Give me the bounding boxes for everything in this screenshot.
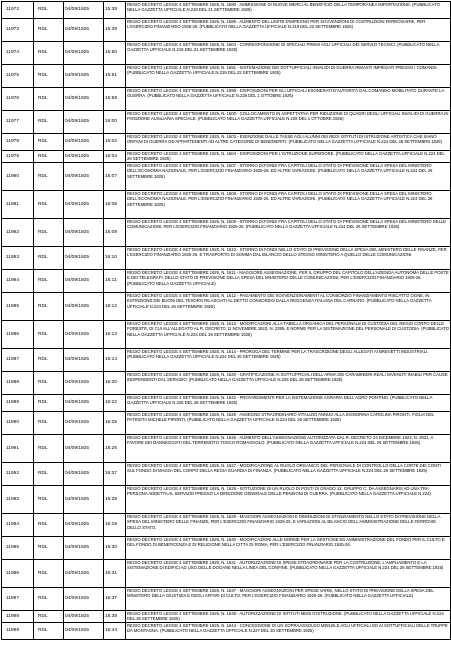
record-time: 16:27 — [104, 463, 126, 486]
record-type: RDL — [34, 134, 64, 151]
record-time: 16:00 — [104, 111, 126, 134]
record-time: 16:28 — [104, 486, 126, 514]
record-number: 11981 — [2, 191, 34, 219]
record-time: 15:38 — [104, 2, 126, 19]
record-type: RDL — [34, 588, 64, 611]
record-time: 16:13 — [104, 321, 126, 349]
record-number: 11974 — [2, 42, 34, 65]
record-number: 11976 — [2, 88, 34, 111]
record-time: 16:22 — [104, 395, 126, 412]
record-description: REGIO DECRETO LEGGE 4 SETTEMBRE 1925, N. 1611 - MAGGIORE ASSEGNAZIONE, PER IL GRUPPO DEL CAPITOLO DELL'AZIENDA AUTONOMA DELLE POSTE E DEI TELEGRAFI, DELLO STATO DI PREVISIONE DELLA SPESA DEL MINISTERO DELLE COMUNICAZIONI, PER L'ESERCIZIO FINANZIARIO 1925-26. (PUBBLICATO NELLA GAZZETTA UFFICIALE) — [126, 270, 451, 293]
record-date: 04/09/1925 — [64, 514, 104, 537]
record-time: 16:26 — [104, 435, 126, 463]
record-type: RDL — [34, 486, 64, 514]
table-row — [2, 395, 451, 412]
record-type: RDL — [34, 88, 64, 111]
table-row — [2, 111, 451, 134]
record-number: 11987 — [2, 349, 34, 372]
record-number: 11980 — [2, 163, 34, 191]
record-type: RDL — [34, 537, 64, 560]
record-description: REGIO DECRETO LEGGE 4 SETTEMBRE 1925, N. 1604 - DISPOSIZIONI PER L'ISTRUZIONE SUPERIORE. (PUBBLICATO NELLA GAZZETTA UFFICIALE N.224 DEL 26 SETTEMBRE 1925) — [126, 151, 451, 163]
record-number: 11986 — [2, 321, 34, 349]
table-row — [2, 486, 451, 514]
record-time: 16:08 — [104, 191, 126, 219]
record-description: REGIO DECRETO LEGGE 4 SETTEMBRE 1925, N. 1644 - CONCESSIONE DI UN SOPRAASSOLDO MENSILE AGLI UFFICIALI ED AI SOTTUFFICIALI DELLE TRUPPE DA MONTAGNA. (PUBBLICATO NELLA GAZZETTA UFFICIALE N.227 DEL 30 SETTEMBRE 1925) — [126, 623, 451, 640]
record-number: 11983 — [2, 247, 34, 270]
record-description: REGIO DECRETO LEGGE 4 SETTEMBRE 1925, N. 1609 - STORNO DI FONDI FRA CAPITOLI DELLO STATO DI PREVISIONE DELLA SPESA DEL MINISTERO DELLE COMUNICAZIONI, PER L'ESERCIZIO FINANZIARIO 1925-26. (PUBBLICATO NELLA GAZZETTA UFFICIALE N.224 DEL 26 SETTEMBRE 1925) — [126, 219, 451, 247]
record-time: 16:11 — [104, 270, 126, 293]
record-description: REGIO DECRETO LEGGE 4 SETTEMBRE 1925, N. 1612 - PAGAMENTO DEI SOVVENZIONAMENTI AL CONSORZIO FINANZIAMENTO RISCATTO OGNE, IN ESTINZIONE DEI BUONI DEL TESORO RILASCIATI AL DETTO CONSORZIO DALLA REGGENZA ITALIANA DEL CARNARO. (PUBBLICATO NELLA GAZZETTA UFFICIALE N.224 DEL 26 SETTEMBRE 1925) — [126, 293, 451, 321]
table-row — [2, 588, 451, 611]
record-type: RDL — [34, 270, 64, 293]
record-type: RDL — [34, 2, 64, 19]
table-row — [2, 65, 451, 88]
record-description: REGIO DECRETO LEGGE 4 SETTEMBRE 1925, N. 1620 - GRATIFICAZIONE AI SOTTUFFICIALI DELL'ARMA DEI CARABINIERI REALI DIVENUTI INABILI PER CAUSE INDIPENDENTI DAL SERVIZIO. (PUBBLICATO NELLA GAZZETTA UFFICIALE N.225 DEL 28 SETTEMBRE 1925) — [126, 372, 451, 395]
record-description: REGIO DECRETO LEGGE 4 SETTEMBRE 1925, N. 1630 - MODIFICAZIONI ALLE NORME PER LA GESTIONE ED AMMINISTRAZIONE DEL FONDO PER IL CULTO E DEL FONDO DI BENEFICENZA E DI RELIGIONE NELLA CITTÀ DI ROMA, PER L'ESERCIZIO FINANZIARIO 1925-26. — [126, 537, 451, 560]
record-time: 16:44 — [104, 623, 126, 640]
record-number: 11977 — [2, 111, 34, 134]
table-row — [2, 219, 451, 247]
record-date: 04/09/1925 — [64, 623, 104, 640]
table-row — [2, 134, 451, 151]
records-table — [1, 1, 451, 640]
record-date: 04/09/1925 — [64, 412, 104, 435]
record-type: RDL — [34, 151, 64, 163]
record-number: 11982 — [2, 219, 34, 247]
record-date: 04/09/1925 — [64, 247, 104, 270]
record-date: 04/09/1925 — [64, 191, 104, 219]
table-row — [2, 293, 451, 321]
record-number: 11973 — [2, 19, 34, 42]
record-type: RDL — [34, 412, 64, 435]
record-description: REGIO DECRETO LEGGE 4 SETTEMBRE 1925, N. 1637 - MAGGIORI ASSEGNAZIONI PER SPESE VARIE, NELLO STATO DI PREVISIONE DELLA SPESA DEL MINISTERO DELLA GIUSTIZIA E DEGLI AFFARI DI CULTO, PER L'ESERCIZIO FINANZIARIO 1925-26. (PUBBLICATO NELLA GAZZETTA UFFICIALE) — [126, 588, 451, 611]
record-date: 04/09/1925 — [64, 395, 104, 412]
record-date: 04/09/1925 — [64, 611, 104, 623]
record-time: 16:10 — [104, 247, 126, 270]
record-type: RDL — [34, 191, 64, 219]
table-row — [2, 560, 451, 588]
record-type: RDL — [34, 435, 64, 463]
table-row — [2, 88, 451, 111]
record-date: 04/09/1925 — [64, 111, 104, 134]
record-description: REGIO DECRETO LEGGE 4 SETTEMBRE 1925, N. 1631 - AUTORIZZAZIONE DI SPESE STRAORDINARIE PER LA COSTRUZIONE, L'AMPLIAMENTO E LA SISTEMAZIONE DI EDIFICI AD USO DELLE DOGANE NELLA LINEA DEL CONFINE. (PUBBLICATO NELLA GAZZETTA UFFICIALE N.224 DEL 26 SETTEMBRE 1925) — [126, 560, 451, 588]
record-date: 04/09/1925 — [64, 293, 104, 321]
record-type: RDL — [34, 219, 64, 247]
record-time: 15:39 — [104, 19, 126, 42]
table-row — [2, 270, 451, 293]
record-time: 15:50 — [104, 42, 126, 65]
record-type: RDL — [34, 321, 64, 349]
record-number: 11992 — [2, 463, 34, 486]
record-date: 04/09/1925 — [64, 219, 104, 247]
record-type: RDL — [34, 623, 64, 640]
record-date: 04/09/1925 — [64, 270, 104, 293]
table-row — [2, 321, 451, 349]
record-time: 15:51 — [104, 65, 126, 88]
record-time: 16:38 — [104, 611, 126, 623]
record-time: 16:37 — [104, 588, 126, 611]
record-number: 11984 — [2, 270, 34, 293]
record-type: RDL — [34, 372, 64, 395]
record-time: 16:29 — [104, 514, 126, 537]
record-number: 11997 — [2, 588, 34, 611]
record-description: REGIO DECRETO LEGGE 4 SETTEMBRE 1925, N. 1603 - ESENZIONE DALLE TASSE AGLI ALUNNI DEI REGI ISTITUTI DI ISTRUZIONE ARTISTICA CHE SIANO ORFANI DI GUERRA OD APPARTENENTI AD ALTRE CATEGORIE DI BENEMERITI. (PUBBLICATO NELLA GAZZETTA UFFICIALE N.224 DEL 26 SETTEMBRE 1925) — [126, 134, 451, 151]
record-description: REGIO DECRETO LEGGE 4 SETTEMBRE 1925, N. 1599 - DISPOSIZIONI PER GLI UFFICIALI ESONERATI D'AUTORITÀ DAL COMANDO MOBILITATO DURANTE LA GUERRA. (PUBBLICATO NELLA GAZZETTA UFFICIALE N.228 DEL 1 OTTOBRE 1925) — [126, 88, 451, 111]
record-description: REGIO DECRETO LEGGE 4 SETTEMBRE 1925, N. 1625 - ASSEGNO STRAORDINARIO VITALIZIO ANNUO ALLA SIGNORINA CAROLINA PIRONTI, FIGLIA DEL PATRIOTA MICHELE PIRONTI. (PUBBLICATO NELLA GAZZETTA UFFICIALE N.224 DEL 26 SETTEMBRE 1925) — [126, 412, 451, 435]
table-row — [2, 349, 451, 372]
record-time: 16:12 — [104, 293, 126, 321]
records-body — [2, 2, 451, 640]
record-date: 04/09/1925 — [64, 65, 104, 88]
record-time: 16:20 — [104, 372, 126, 395]
record-time: 16:07 — [104, 163, 126, 191]
record-time: 16:14 — [104, 349, 126, 372]
record-type: RDL — [34, 19, 64, 42]
record-description: REGIO DECRETO LEGGE 4 SETTEMBRE 1925, N. 1628 - ISTITUZIONE DI UN RUOLO DI POSTI DI GRADO 12, GRUPPO C, DA ASSEGNARSI AD UNA TRA PERSONA ADDETTA AL SERVIZIO PRESSO LA DIREZIONE GENERALE DELLE PENSIONI DI GUERRA. (PUBBLICATO NELLA GAZZETTA UFFICIALE N.224) — [126, 486, 451, 514]
record-date: 04/09/1925 — [64, 537, 104, 560]
record-number: 11993 — [2, 486, 34, 514]
table-row — [2, 435, 451, 463]
record-description: REGIO DECRETO LEGGE 4 SETTEMBRE 1925, N. 1604 - CORRESPONSIONE DI SPECIALI PREMI AGLI UFFICIALI DEI SERVIZI TECNICI. (PUBBLICATO NELLA GAZZETTA UFFICIALE N.219 DEL 21 SETTEMBRE 1925) — [126, 42, 451, 65]
record-description: REGIO DECRETO LEGGE 4 SETTEMBRE 1925, N. 1608 - STORNO DI FONDI FRA CAPITOLI DELLO STATO DI PREVISIONE DELLA SPESA DEL MINISTERO DELL'ECONOMIA NAZIONALE, PER L'ESERCIZIO FINANZIARIO 1925-26, ED ALTRE VARIAZIONI. (PUBBLICATO NELLA GAZZETTA UFFICIALE N.224 DEL 26 SETTEMBRE 1925) — [126, 191, 451, 219]
record-number: 11991 — [2, 435, 34, 463]
table-row — [2, 537, 451, 560]
record-type: RDL — [34, 560, 64, 588]
table-row — [2, 42, 451, 65]
record-description: REGIO DECRETO LEGGE 4 SETTEMBRE 1925, N. 1627 - MODIFICAZIONE AL RUOLO ORGANICO DEL PERSONALE DI CONTROLLO DELLA CORTE DEI CONTI SUL FONDO DI MASSA DEL CORPO DELLA REGIA GUARDIA DI FINANZA. (PUBBLICATO NELLA GAZZETTA UFFICIALE N.224 DEL 26 SETTEMBRE 1925) — [126, 463, 451, 486]
record-time: 16:09 — [104, 219, 126, 247]
table-row — [2, 463, 451, 486]
record-number: 11994 — [2, 514, 34, 537]
record-date: 04/09/1925 — [64, 19, 104, 42]
record-time: 16:02 — [104, 134, 126, 151]
record-time: 16:31 — [104, 560, 126, 588]
record-description: REGIO DECRETO LEGGE 4 SETTEMBRE 1925, N. 1626 - AUMENTO DELL'ASSEGNAZIONE AUTORIZZATA DAL R. DECRETO 23 DICEMBRE 1923, N. 2931, A FAVORE DEI DANNEGGIATI DEL TERREMOTO TOSCO-ROMAGNOLO. (PUBBLICATO NELLA GAZZETTA UFFICIALE N.224 DEL 26 SETTEMBRE 1925) — [126, 435, 451, 463]
record-description: REGIO DECRETO LEGGE 4 SETTEMBRE 1925, N. 1607 - STORNO DI FONDI FRA CAPITOLI DELLO STATO DI PREVISIONE DELLA SPESA DEL MINISTERO DELL'ECONOMIA NAZIONALE, PER L'ESERCIZIO FINANZIARIO 1925-26, ED ALTRE VARIAZIONI. (PUBBLICATO NELLA GAZZETTA UFFICIALE N.224 DEL 26 SETTEMBRE 1925) — [126, 163, 451, 191]
table-row — [2, 623, 451, 640]
record-date: 04/09/1925 — [64, 463, 104, 486]
record-number: 11979 — [2, 151, 34, 163]
record-number: 11985 — [2, 293, 34, 321]
record-number: 11999 — [2, 623, 34, 640]
record-description: REGIO DECRETO LEGGE 4 SETTEMBRE 1925, N. 1629 - MAGGIORI ASSEGNAZIONI E DIMINUZIONI DI STANZIAMENTO NELLO STATO DI PREVISIONE DELLA SPESA DEL MINISTERO DELLE FINANZE, PER L'ESERCIZIO FINANZIARIO 1925-26, E VARIAZIONI AL BILANCIO DELL'AMMINISTRAZIONE DELLE FERROVIE DELLO STATO. — [126, 514, 451, 537]
record-type: RDL — [34, 514, 64, 537]
table-row — [2, 19, 451, 42]
record-date: 04/09/1925 — [64, 2, 104, 19]
record-number: 11975 — [2, 65, 34, 88]
record-time: 15:59 — [104, 88, 126, 111]
record-time: 16:04 — [104, 151, 126, 163]
record-description: REGIO DECRETO LEGGE 4 SETTEMBRE 1925, N. 1614 - PROROGA DEL TERMINE PER LA TRASCRIZIONE DEGLI ALLEGATI AI BREVETTI INDUSTRIALI. (PUBBLICATO NELLA GAZZETTA UFFICIALE N.224 DEL 26 SETTEMBRE 1925) — [126, 349, 451, 372]
record-number: 11996 — [2, 560, 34, 588]
table-row — [2, 163, 451, 191]
record-description: REGIO DECRETO LEGGE 4 SETTEMBRE 1925, N. 1600 - COLLOCAMENTO IN ASPETTATIVA PER RIDUZIONE DI QUADRI DEGLI UFFICIALI INVALIDI DI GUERRA IN POSIZIONE AUSILIARIA SPECIALE. (PUBBLICATO NELLA GAZZETTA UFFICIALE N.228 DEL 1 OTTOBRE 1925) — [126, 111, 451, 134]
record-date: 04/09/1925 — [64, 88, 104, 111]
record-type: RDL — [34, 163, 64, 191]
record-date: 04/09/1925 — [64, 42, 104, 65]
record-time: 16:25 — [104, 412, 126, 435]
table-row — [2, 412, 451, 435]
record-date: 04/09/1925 — [64, 560, 104, 588]
table-row — [2, 247, 451, 270]
record-type: RDL — [34, 349, 64, 372]
record-type: RDL — [34, 247, 64, 270]
table-row — [2, 611, 451, 623]
record-date: 04/09/1925 — [64, 588, 104, 611]
record-description: REGIO DECRETO LEGGE 4 SETTEMBRE 1925, N. 1613 - MODIFICAZIONI ALLA TABELLA ORGANICA DEL PERSONALE DI CUSTODIA DEL REGIO CORPO DELLE FORESTE, DI CUI ALL'ALLEGATO AL R. DECRETO 11 NOVEMBRE 1923, N. 2395, E NORME PER LA SISTEMAZIONE DEL PERSONALE DI CUSTODIA. (PUBBLICATO NELLA GAZZETTA UFFICIALE N.224 DEL 26 SETTEMBRE 1925) — [126, 321, 451, 349]
record-description: REGIO DECRETO LEGGE 4 SETTEMBRE 1925, N. 1610 - STORNO DI FONDI NELLO STATO DI PREVISIONE DELLA SPESA DEL MINISTERO DELLE FINANZE, PER L'ESERCIZIO FINANZIARIO 1925-26, E TRASPORTO DI SOMMA DAL BILANCIO DELLO STESSO MINISTERO A QUELLO DELLE COMUNICAZIONI. — [126, 247, 451, 270]
record-type: RDL — [34, 42, 64, 65]
record-number: 11998 — [2, 611, 34, 623]
table-row — [2, 191, 451, 219]
record-date: 04/09/1925 — [64, 435, 104, 463]
record-number: 11978 — [2, 134, 34, 151]
record-number: 11995 — [2, 537, 34, 560]
record-type: RDL — [34, 463, 64, 486]
record-date: 04/09/1925 — [64, 134, 104, 151]
table-row — [2, 151, 451, 163]
record-time: 16:30 — [104, 537, 126, 560]
record-type: RDL — [34, 111, 64, 134]
record-date: 04/09/1925 — [64, 163, 104, 191]
record-date: 04/09/1925 — [64, 321, 104, 349]
record-description: REGIO DECRETO LEGGE 4 SETTEMBRE 1925, N. 1595 - AUMENTO DEL LIMITE D'IMPEGNO PER SOVVENZIONI DI COSTRUZIONI FERROVIARIE, PER L'ESERCIZIO FINANZIARIO 1925-26. (PUBBLICATO NELLA GAZZETTA UFFICIALE N.219 DEL 22 SETTEMBRE 1925) — [126, 19, 451, 42]
record-date: 04/09/1925 — [64, 349, 104, 372]
record-type: RDL — [34, 395, 64, 412]
record-type: RDL — [34, 65, 64, 88]
record-type: RDL — [34, 611, 64, 623]
record-date: 04/09/1925 — [64, 486, 104, 514]
record-description: REGIO DECRETO LEGGE 4 SETTEMBRE 1925, N. 1591 - SISTEMAZIONE DEI SOTTUFFICIALI INVALIDI DI GUERRA RIMASTI IMPIEGATI PRESSO I COMANDI. (PUBBLICATO NELLA GAZZETTA UFFICIALE N.219 DEL 22 SETTEMBRE 1925) — [126, 65, 451, 88]
table-row — [2, 514, 451, 537]
record-date: 04/09/1925 — [64, 151, 104, 163]
record-description: REGIO DECRETO LEGGE 4 SETTEMBRE 1925, N. 1590 - AMMISSIONE DI NUOVE MERCI AL BENEFICIO DELLA TEMPORANEA IMPORTAZIONE. (PUBBLICATO NELLA GAZZETTA UFFICIALE N.218 DEL 21 SETTEMBRE 1925) — [126, 2, 451, 19]
record-number: 11988 — [2, 372, 34, 395]
record-number: 11989 — [2, 395, 34, 412]
record-number: 11972 — [2, 2, 34, 19]
record-date: 04/09/1925 — [64, 372, 104, 395]
table-row — [2, 372, 451, 395]
record-description: REGIO DECRETO LEGGE 4 SETTEMBRE 1925, N. 1622 - PROVVEDIMENTI PER LA SISTEMAZIONE AGRARIA DELL'AGRO PONTINO. (PUBBLICATO NELLA GAZZETTA UFFICIALE N.225 DEL 28 SETTEMBRE 1925) — [126, 395, 451, 412]
record-number: 11990 — [2, 412, 34, 435]
table-row — [2, 2, 451, 19]
record-description: REGIO DECRETO LEGGE 4 SETTEMBRE 1925, N. 1638 - AUTORIZZAZIONE DI ISTITUTI MEDI D'ISTRUZIONE. (PUBBLICATO NELLA GAZZETTA UFFICIALE N.224 DEL 26 SETTEMBRE 1925) — [126, 611, 451, 623]
record-type: RDL — [34, 293, 64, 321]
